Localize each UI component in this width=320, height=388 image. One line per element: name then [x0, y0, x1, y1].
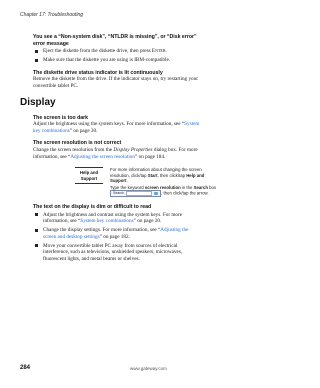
screen-too-dark-text: Adjust the brightness using the system keys. For more information, see “System key combinations” on page 30.	[33, 121, 200, 134]
help-and-support-box	[75, 167, 277, 197]
text-dim-steps	[33, 212, 277, 263]
section-title-display: Display	[20, 96, 56, 108]
footer-url: www.gateway.com	[130, 366, 167, 371]
heading-diskette-indicator: The diskette drive status indicator is lit continuously	[33, 69, 163, 76]
bullet-icon	[35, 59, 38, 62]
bullet-icon	[35, 213, 38, 216]
resolution-text: Change the screen resolution from the Display Properties dialog box. For more information, see “Adjusting the screen resolution” on page 184.	[33, 147, 198, 160]
link-adjusting-screen-desktop-cont[interactable]: screen and desktop settings	[43, 233, 100, 240]
list-item: Change the display settings. For more information, see “Adjusting the screen and desktop settings” on page 182.	[33, 227, 277, 240]
help-and-support-text: For more information about changing the screen resolution, click/tap Start, then click/tap Help and Support. Type the keyword screen resolution in the Search box Search , then click/tap the arrow.	[110, 167, 217, 196]
heading-screen-too-dark: The screen is too dark	[33, 114, 89, 121]
search-box-image	[110, 190, 161, 197]
arrow-icon	[154, 192, 158, 195]
list-item: Make sure that the diskette you are using is IBM-compatible.	[33, 57, 277, 64]
bullet-icon	[35, 50, 38, 53]
heading-text-dim: The text on the display is dim or difficult to read	[33, 203, 152, 210]
chapter-header: Chapter 17: Troubleshooting	[20, 12, 84, 18]
list-item: Adjust the brightness and contrast using the system keys. For more information, see “System key combinations” on page 30.	[33, 212, 277, 225]
diskette-indicator-text: Remove the diskette from the drive. If the indicator stays on, try restarting your convertible tablet PC.	[33, 76, 198, 90]
list-item: Eject the diskette from the diskette drive, then press Enter.	[33, 48, 277, 55]
bullet-icon	[35, 244, 38, 247]
link-adjusting-screen-desktop[interactable]: Adjusting the	[160, 227, 189, 234]
link-adjusting-resolution[interactable]: Adjusting the screen resolution	[70, 153, 135, 160]
search-field-image	[126, 191, 152, 196]
link-system-key-combinations[interactable]: System	[184, 121, 200, 128]
bullet-icon	[35, 229, 38, 232]
heading-disk-error: You see a “Non-system disk”, “NTLDR is missing”, or “Disk error” error message	[33, 34, 197, 47]
page-content	[20, 34, 277, 263]
help-and-support-label: Help and Support	[75, 167, 103, 184]
search-label: Search	[113, 190, 125, 195]
page-number: 284	[20, 365, 31, 371]
list-item: Move your convertible tablet PC away from sources of electrical interference, such as televisions, unshielded speakers, microwaves, fluorescent lights, and metal beams or shelves.	[33, 243, 277, 263]
disk-error-steps	[33, 48, 277, 64]
link-system-key-combinations-2[interactable]: System key combinations	[80, 218, 134, 225]
link-system-key-combinations-cont[interactable]: key combinations	[33, 127, 70, 134]
heading-resolution: The screen resolution is not correct	[33, 140, 122, 147]
